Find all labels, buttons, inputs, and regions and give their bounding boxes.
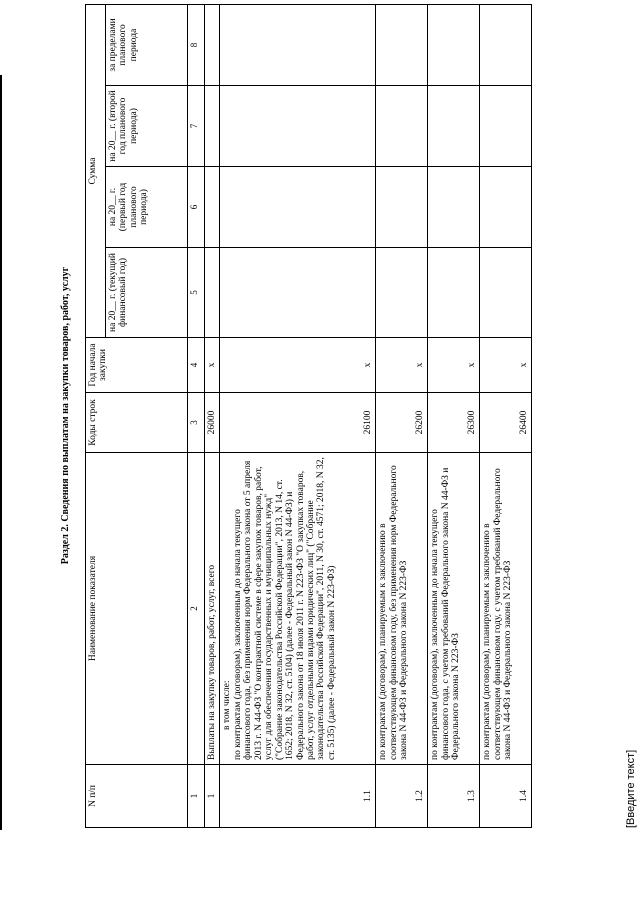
row-year: x xyxy=(205,338,220,393)
row-name: по контрактам (договорам), планируемым к заключению в соответствующем финансовом году, с учетом требований Федерального закона N 44-ФЗ и Федерального закона N 223-ФЗ xyxy=(480,453,532,765)
header-name: Наименование показателя xyxy=(86,453,188,765)
row-code: 26400 xyxy=(480,393,532,453)
header-plan-year-1: на 20__ г. (первый год планового периода) xyxy=(106,167,188,248)
row-name: по контрактам (договорам), заключенным до начала текущего финансового года, с учетом требований Федерального закона N 44-ФЗ и Федерального закона N 223-ФЗ xyxy=(428,453,480,765)
row-number: 1.2 xyxy=(376,765,428,828)
value-cell xyxy=(205,167,220,248)
value-cell xyxy=(480,248,532,338)
footer-placeholder[interactable]: [Введите текст] xyxy=(625,749,637,828)
value-cell xyxy=(376,4,428,85)
header-year: Год начала закупки xyxy=(86,338,188,393)
purchases-table xyxy=(85,4,532,828)
row-number: 1.4 xyxy=(480,765,532,828)
value-cell xyxy=(376,248,428,338)
value-cell xyxy=(205,248,220,338)
value-cell xyxy=(205,86,220,167)
section-title: Раздел 2. Сведения по выплатам на закупки товаров, работ, услуг xyxy=(60,266,71,565)
column-number: 3 xyxy=(188,393,205,453)
row-number: 1.1 xyxy=(220,765,376,828)
header-n: N п/п xyxy=(86,765,188,828)
value-cell xyxy=(205,4,220,85)
value-cell xyxy=(376,86,428,167)
row-year: x xyxy=(220,338,376,393)
row-number: 1.3 xyxy=(428,765,480,828)
row-code: 26300 xyxy=(428,393,480,453)
column-number: 8 xyxy=(188,4,205,85)
row-name: по контрактам (договорам), планируемым к заключению в соответствующем финансовом году, без применения норм Федерального закона N 44-ФЗ и Федерального закона N 223-ФЗ xyxy=(376,453,428,765)
value-cell xyxy=(376,167,428,248)
value-cell xyxy=(220,248,376,338)
value-cell xyxy=(428,4,480,85)
column-number: 5 xyxy=(188,248,205,338)
header-code: Коды строк xyxy=(86,393,188,453)
column-number: 6 xyxy=(188,167,205,248)
value-cell xyxy=(428,86,480,167)
value-cell xyxy=(480,4,532,85)
table-row xyxy=(428,4,480,827)
row-subheading: в том числе: xyxy=(222,680,233,730)
table-row xyxy=(220,4,376,827)
row-year: x xyxy=(376,338,428,393)
column-number: 2 xyxy=(188,453,205,765)
row-code: 26100 xyxy=(220,393,376,453)
value-cell xyxy=(480,86,532,167)
row-code: 26000 xyxy=(205,393,220,453)
table-row xyxy=(376,4,428,827)
row-year: x xyxy=(480,338,532,393)
column-numbers-row xyxy=(188,4,205,827)
header-plan-year-2: на 20__ г. (второй год планового периода) xyxy=(106,86,188,167)
table-row xyxy=(480,4,532,827)
row-number: 1 xyxy=(205,765,220,828)
table-row xyxy=(205,4,220,827)
header-beyond: за пределами планового периода xyxy=(106,4,188,85)
header-sum: Сумма xyxy=(86,4,106,337)
value-cell xyxy=(220,167,376,248)
row-name-cell xyxy=(220,453,376,765)
value-cell xyxy=(220,4,376,85)
column-number: 4 xyxy=(188,338,205,393)
header-current-year: на 20__ г. (текущий финансовый год) xyxy=(106,248,188,338)
column-number: 1 xyxy=(188,765,205,828)
column-number: 7 xyxy=(188,86,205,167)
value-cell xyxy=(480,167,532,248)
row-year: x xyxy=(428,338,480,393)
row-code: 26200 xyxy=(376,393,428,453)
value-cell xyxy=(220,86,376,167)
row-name: по контрактам (договорам), заключенным до начала текущего финансового года, без применения норм Федерального закона от 5 апреля 2013 г. N 44-ФЗ "О контрактной системе в сфере закупок товаров, работ, услуг для обеспечения государственных и муниципальных нужд" ("Собрание законодательства Российской Федерации", 2013, N 14, ст. 1652; 2018, N 32, ст. 5104) (далее - Федеральный закон N 44-ФЗ) и Федерального закона от 18 июля 2011 г. N 223-ФЗ "О закупках товаров, работ, услуг отдельными видами юридических лиц" ("Собрание законодательства Российской Федерации", 2011, N 30, ст. 4571; 2018, N 32, ст. 5135) (далее - Федеральный закон N 223-ФЗ) xyxy=(232,457,337,760)
value-cell xyxy=(428,248,480,338)
row-name: Выплаты на закупку товаров, работ, услуг, всего xyxy=(205,453,220,765)
rotated-page xyxy=(0,3,640,828)
value-cell xyxy=(428,167,480,248)
